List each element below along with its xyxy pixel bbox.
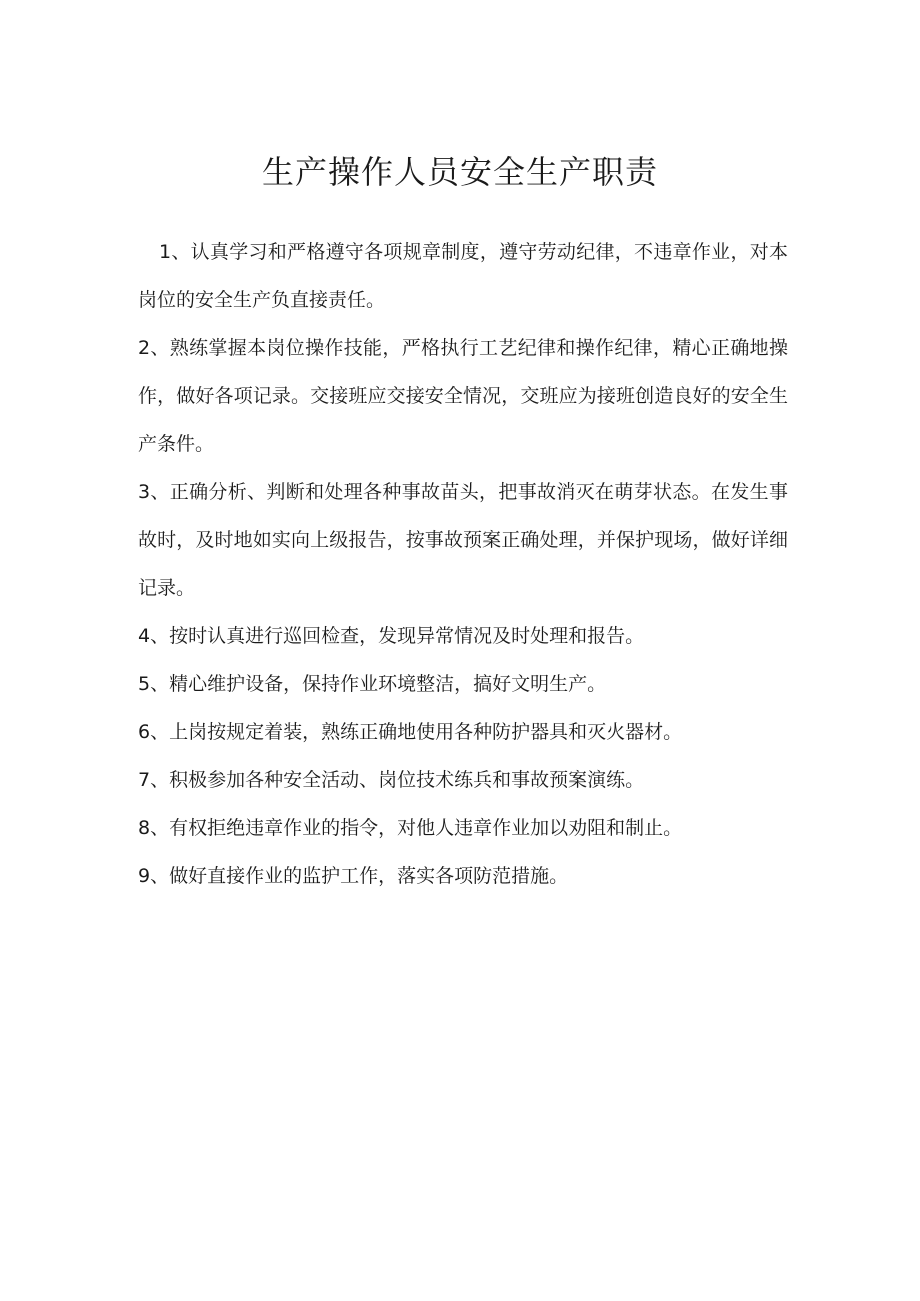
- responsibility-item-2: 2、熟练掌握本岗位操作技能，严格执行工艺纪律和操作纪律，精心正确地操作，做好各项记录。交接班应交接安全情况，交班应为接班创造良好的安全生产条件。: [138, 337, 788, 455]
- responsibility-item-7: 7、积极参加各种安全活动、岗位技术练兵和事故预案演练。: [138, 769, 645, 791]
- responsibility-list: [138, 228, 788, 900]
- responsibility-item-8: 8、有权拒绝违章作业的指令，对他人违章作业加以劝阻和制止。: [138, 817, 683, 839]
- responsibility-item-4: 4、按时认真进行巡回检查，发现异常情况及时处理和报告。: [138, 625, 645, 647]
- responsibility-item-1: 1、认真学习和严格遵守各项规章制度，遵守劳动纪律，不违章作业，对本岗位的安全生产负直接责任。: [138, 241, 788, 311]
- document-title: 生产操作人员安全生产职责: [261, 153, 658, 191]
- responsibility-item-6: 6、上岗按规定着装，熟练正确地使用各种防护器具和灭火器材。: [138, 721, 683, 743]
- responsibility-item-3: 3、正确分析、判断和处理各种事故苗头，把事故消灭在萌芽状态。在发生事故时，及时地如实向上级报告，按事故预案正确处理，并保护现场，做好详细记录。: [138, 481, 788, 599]
- responsibility-item-9: 9、做好直接作业的监护工作，落实各项防范措施。: [138, 865, 569, 887]
- responsibility-item-5: 5、精心维护设备，保持作业环境整洁，搞好文明生产。: [138, 673, 607, 695]
